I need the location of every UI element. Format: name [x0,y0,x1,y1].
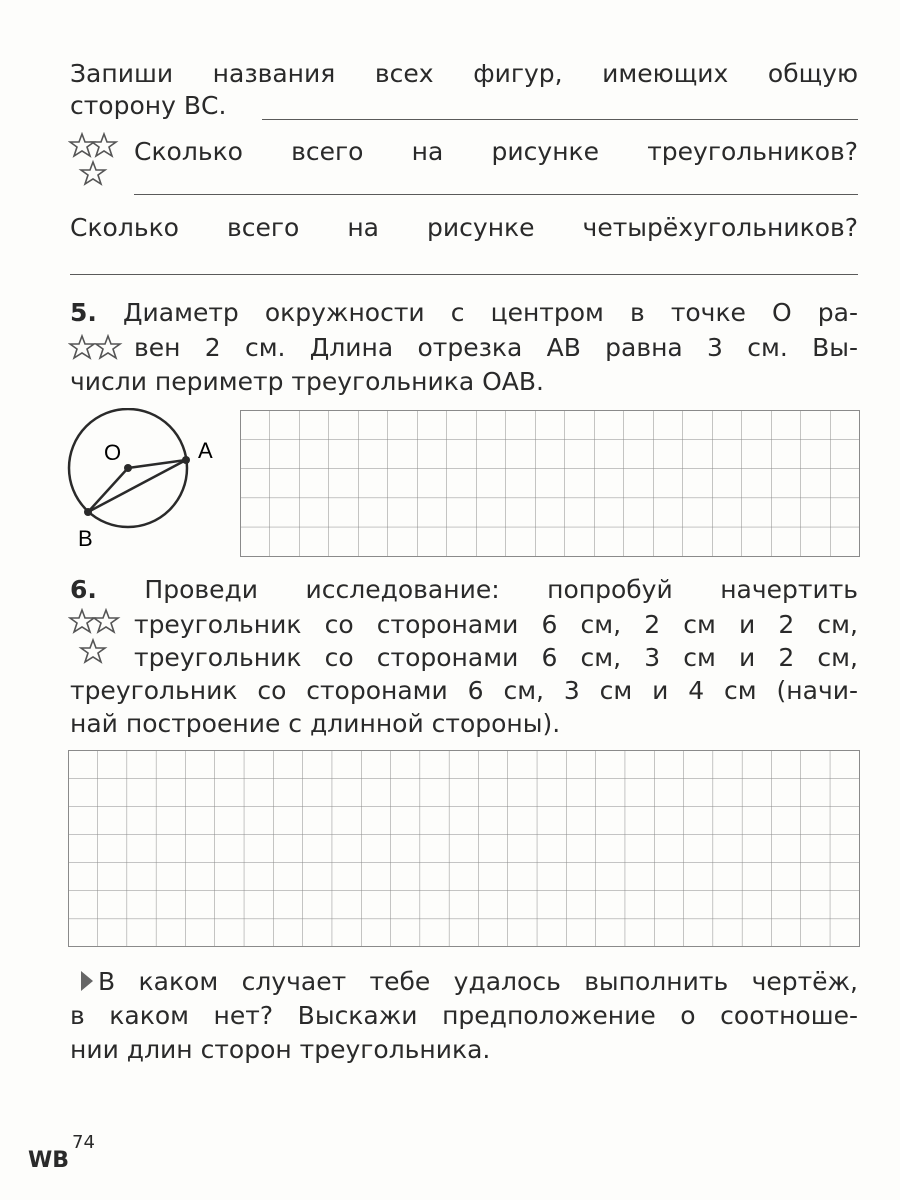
difficulty-stars-icon [68,334,130,362]
task-number: 5. [70,298,97,327]
text-line: най построение с длинной стороны). [70,709,561,738]
text-line: числи периметр треугольника ОАВ. [70,367,544,396]
text-line: В каком случает тебе удалось выполнить чертёж, [98,967,858,996]
text-line: Сколько всего на рисунке треугольников? [134,137,858,166]
text-line: нии длин сторон треугольника. [70,1035,491,1064]
task-number: 6. [70,575,97,604]
point-label-a: A [198,438,213,463]
triangle-pointer-icon [80,970,94,992]
answer-line[interactable] [262,119,858,120]
text-span: Проведи исследование: попробуй начертить [144,575,859,604]
point-label-b: B [78,526,93,551]
text-line: треугольник со сторонами 6 см, 3 см и 2 см, [134,643,858,672]
page-number: 74 [72,1132,95,1153]
task-5-line1 [70,297,858,329]
text-line: вен 2 см. Длина отрезка АВ равна 3 см. Вы- [134,333,858,362]
circle-figure [60,408,236,558]
task-6-line1 [70,574,858,606]
text-line: в каком нет? Выскажи предположение о соотноше- [70,1001,858,1030]
watermark-label: WB [28,1148,70,1173]
difficulty-stars-icon [68,608,130,670]
answer-line[interactable] [134,194,858,195]
point-label-o: O [104,440,122,465]
text-line: Сколько всего на рисунке четырёхугольников? [70,213,858,242]
answer-line[interactable] [70,274,858,275]
text-line: треугольник со сторонами 6 см, 2 см и 2 см, [134,610,858,639]
text-line: треугольник со сторонами 6 см, 3 см и 4 см (начи- [70,676,858,705]
text-span: Диаметр окружности с центром в точке О ра- [123,298,858,327]
answer-grid-task5[interactable] [240,410,860,558]
answer-grid-task6[interactable] [68,750,860,948]
difficulty-stars-icon [68,132,130,194]
text-line: Запиши названия всех фигур, имеющих общую [70,59,858,88]
text-line: сторону ВС. [70,91,227,120]
